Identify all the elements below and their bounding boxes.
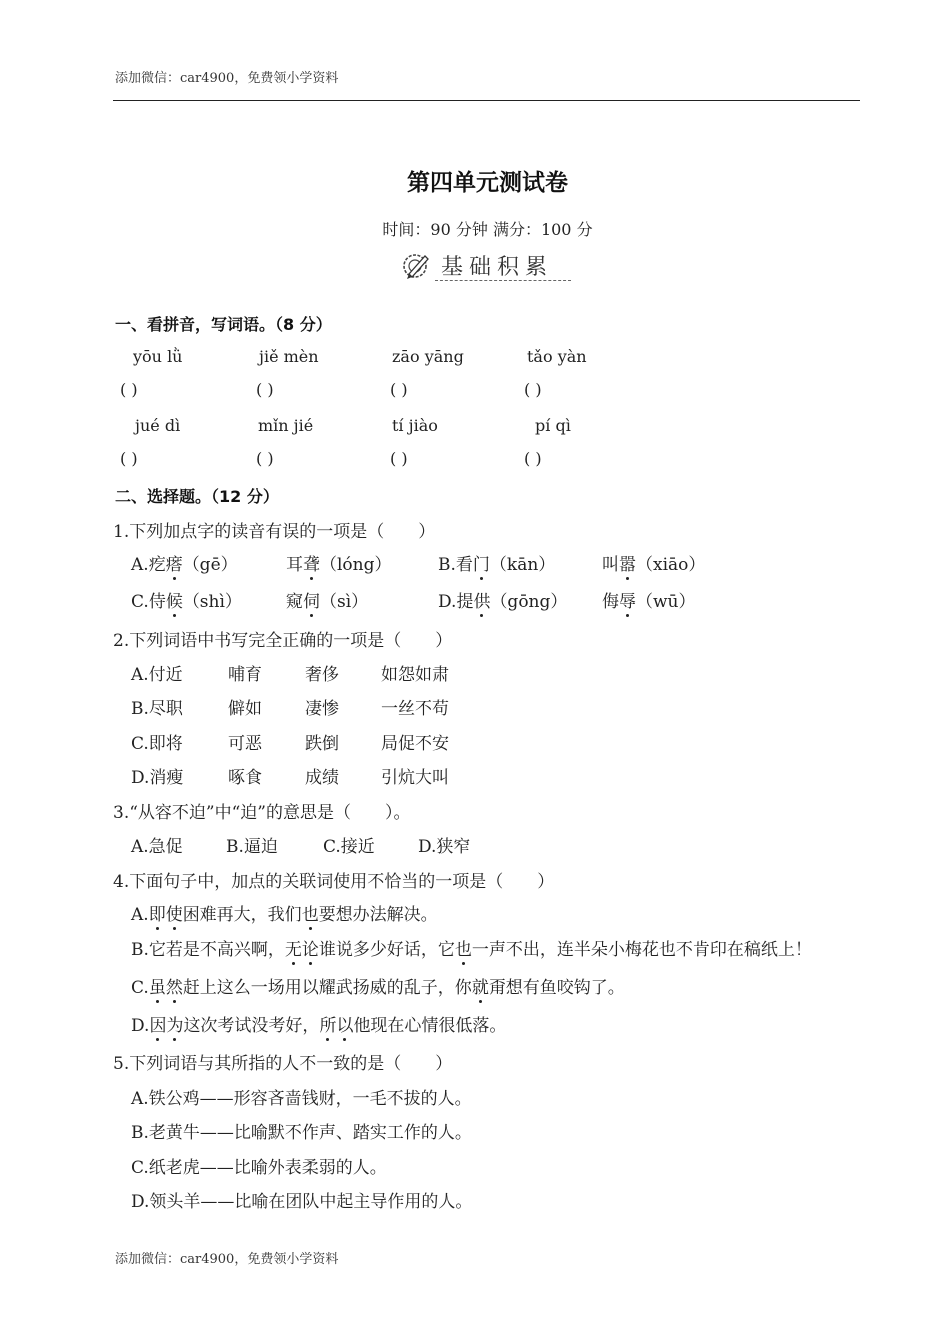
pinyin-4: tǎo yàn bbox=[527, 347, 587, 366]
page-footer-note: 添加微信：car4900，免费领小学资料 bbox=[115, 1252, 339, 1267]
q2-d-word-3: 成绩 bbox=[305, 768, 339, 788]
q2-d-word-2: 啄食 bbox=[228, 768, 262, 788]
q1-option-b2: 叫嚣（xiāo） bbox=[602, 550, 705, 575]
q1-option-a1: A.疙瘩（gē） bbox=[131, 550, 238, 575]
badge-underline bbox=[435, 280, 571, 281]
answer-blank-6[interactable]: ( ) bbox=[256, 449, 274, 468]
pinyin-6: mǐn jié bbox=[258, 416, 314, 435]
q4-option-c: C.虽然赶上这么一场用以耀武扬威的乱子，你就甭想有鱼咬钩了。 bbox=[131, 973, 625, 998]
pinyin-5: jué dì bbox=[135, 416, 181, 435]
answer-blank-8[interactable]: ( ) bbox=[524, 449, 542, 468]
q2-a-word-2: 哺育 bbox=[228, 665, 262, 685]
pinyin-1: yōu lǜ bbox=[133, 347, 183, 366]
q3-option-d: D.狭窄 bbox=[418, 837, 471, 857]
q2-c-word-1: C.即将 bbox=[131, 734, 183, 754]
question-4-stem: 4.下面句子中，加点的关联词使用不恰当的一项是（ ） bbox=[113, 872, 555, 892]
question-5-stem: 5.下列词语与其所指的人不一致的是（ ） bbox=[113, 1054, 453, 1074]
q1-option-c2: 窥伺（sì） bbox=[286, 587, 368, 612]
question-1-stem: 1.下列加点字的读音有误的一项是（ ） bbox=[113, 522, 436, 542]
answer-blank-3[interactable]: ( ) bbox=[390, 380, 408, 399]
pinyin-7: tí jiào bbox=[392, 416, 438, 435]
q5-option-c: C.纸老虎——比喻外表柔弱的人。 bbox=[131, 1158, 387, 1178]
q1-option-d2: 侮辱（wū） bbox=[602, 587, 696, 612]
q3-option-a: A.急促 bbox=[131, 837, 183, 857]
q2-b-word-2: 僻如 bbox=[228, 699, 262, 719]
gear-pen-icon bbox=[401, 250, 431, 280]
question-2-stem: 2.下列词语中书写完全正确的一项是（ ） bbox=[113, 631, 453, 651]
pinyin-3: zāo yāng bbox=[392, 347, 464, 366]
exam-time-score: 时间：90 分钟 满分：100 分 bbox=[382, 220, 593, 239]
q3-option-b: B.逼迫 bbox=[226, 837, 278, 857]
q2-b-word-1: B.尽职 bbox=[131, 699, 183, 719]
q4-option-d: D.因为这次考试没考好，所以他现在心情很低落。 bbox=[131, 1011, 506, 1036]
answer-blank-7[interactable]: ( ) bbox=[390, 449, 408, 468]
answer-blank-5[interactable]: ( ) bbox=[120, 449, 138, 468]
pinyin-8: pí qì bbox=[535, 416, 571, 435]
q2-d-word-1: D.消瘦 bbox=[131, 768, 184, 788]
answer-blank-2[interactable]: ( ) bbox=[256, 380, 274, 399]
pinyin-2: jiě mèn bbox=[259, 347, 319, 366]
q1-option-a2: 耳聋（lóng） bbox=[286, 550, 392, 575]
q5-option-d: D.领头羊——比喻在团队中起主导作用的人。 bbox=[131, 1192, 473, 1212]
page-header-note: 添加微信：car4900，免费领小学资料 bbox=[115, 71, 339, 86]
badge-label: 基础积累 bbox=[441, 255, 554, 280]
q2-b-word-3: 凄惨 bbox=[305, 699, 339, 719]
q5-option-a: A.铁公鸡——形容吝啬钱财，一毛不拔的人。 bbox=[131, 1089, 472, 1109]
q1-option-b1: B.看门（kān） bbox=[438, 550, 555, 575]
q1-option-c1: C.侍候（shì） bbox=[131, 587, 242, 612]
q3-option-c: C.接近 bbox=[323, 837, 375, 857]
q2-c-word-2: 可恶 bbox=[228, 734, 262, 754]
q2-d-word-4: 引炕大叫 bbox=[381, 768, 449, 788]
q2-c-word-4: 局促不安 bbox=[381, 734, 449, 754]
q2-a-word-3: 奢侈 bbox=[305, 665, 339, 685]
q4-option-a: A.即使困难再大，我们也要想办法解决。 bbox=[131, 900, 438, 925]
header-rule bbox=[113, 100, 860, 101]
q2-c-word-3: 跌倒 bbox=[305, 734, 339, 754]
answer-blank-4[interactable]: ( ) bbox=[524, 380, 542, 399]
section2-heading: 二、选择题。（12 分） bbox=[115, 487, 279, 506]
q1-option-d1: D.提供（gōng） bbox=[438, 587, 567, 612]
page-title: 第四单元测试卷 bbox=[407, 170, 568, 196]
q2-a-word-1: A.付近 bbox=[131, 665, 183, 685]
q4-option-b: B.它若是不高兴啊，无论谁说多少好话，它也一声不出，连半朵小梅花也不肯印在稿纸上！ bbox=[131, 935, 812, 960]
answer-blank-1[interactable]: ( ) bbox=[120, 380, 138, 399]
q2-a-word-4: 如怨如肃 bbox=[381, 665, 449, 685]
q2-b-word-4: 一丝不苟 bbox=[381, 699, 449, 719]
section1-heading: 一、看拼音，写词语。（8 分） bbox=[115, 315, 332, 334]
q5-option-b: B.老黄牛——比喻默不作声、踏实工作的人。 bbox=[131, 1123, 472, 1143]
question-3-stem: 3.“从容不迫”中“迫”的意思是（ ）。 bbox=[113, 803, 411, 823]
